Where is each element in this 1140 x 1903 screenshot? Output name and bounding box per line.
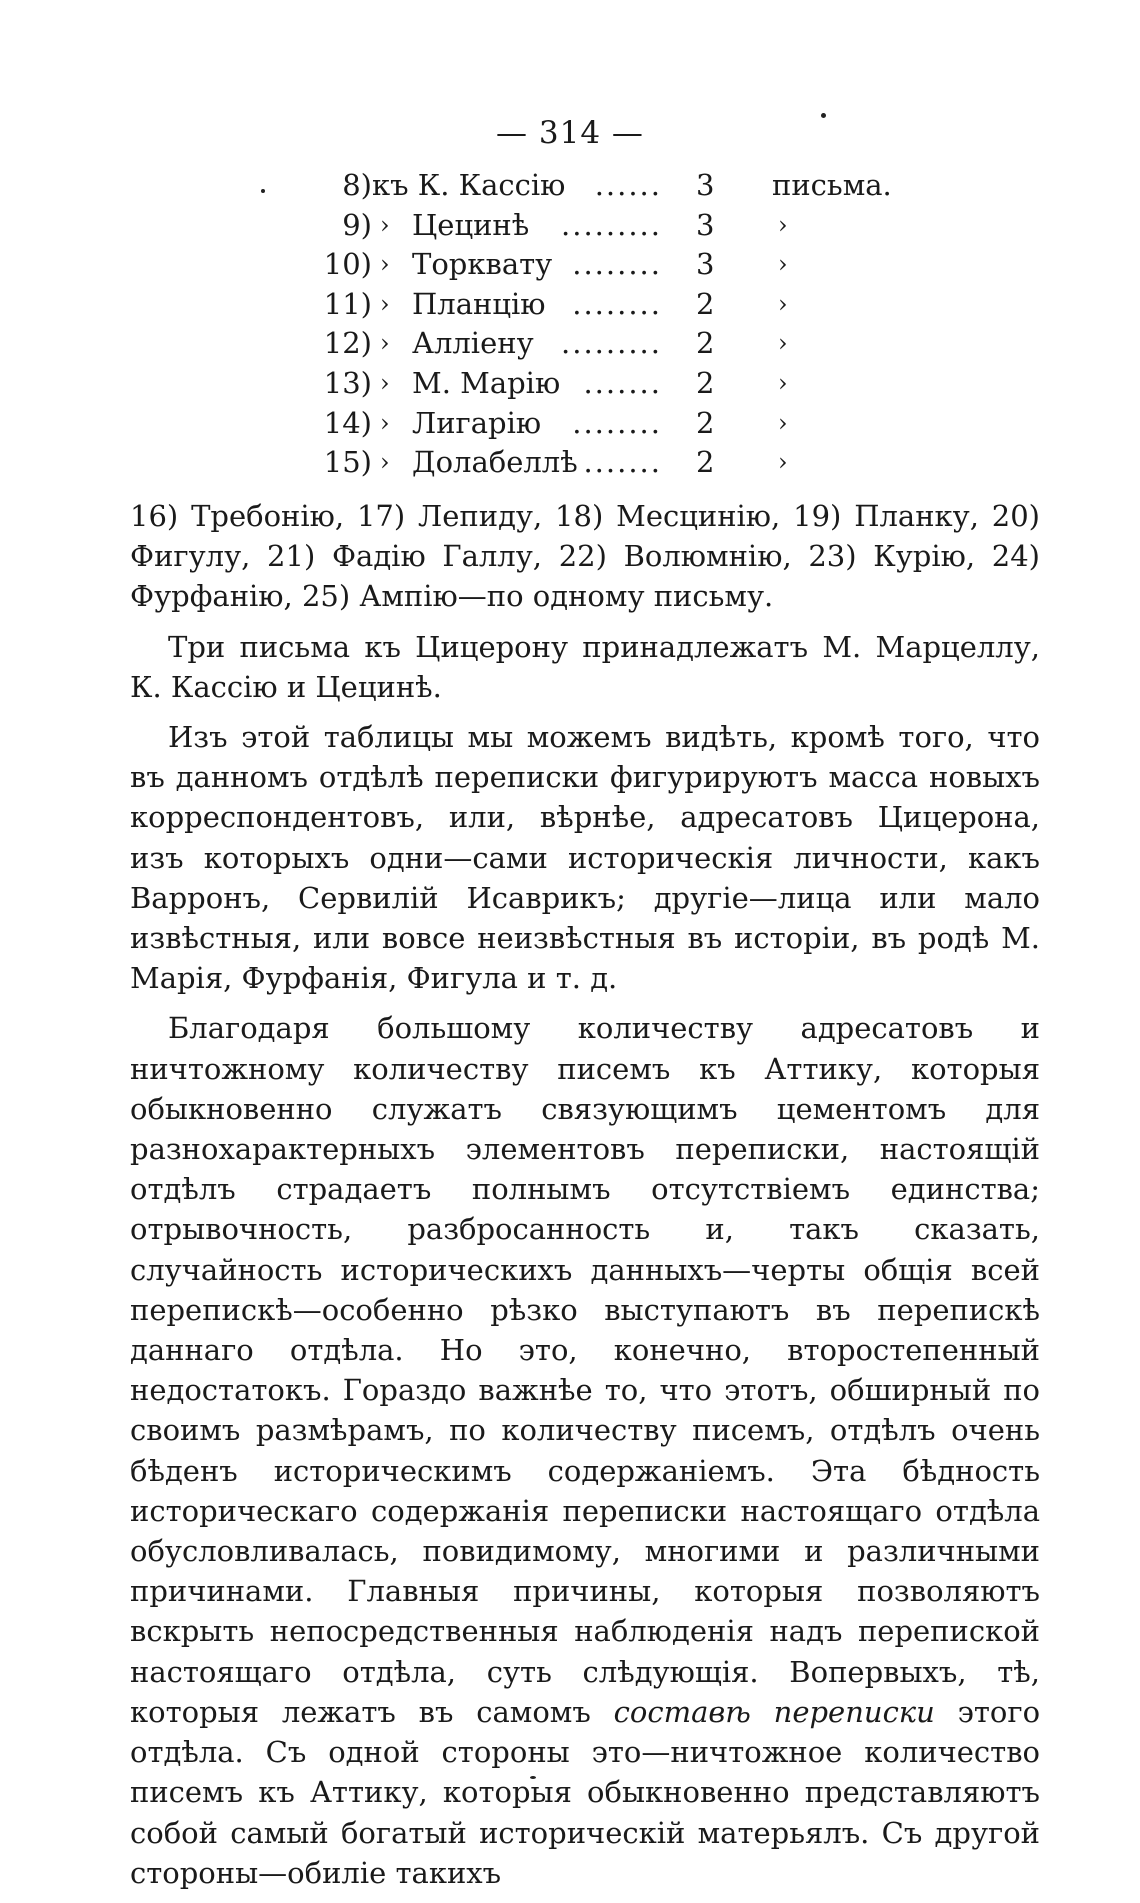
ditto-mark: › [778,448,788,477]
dot-leader: ........ [572,405,662,440]
recipient-name: Долабеллѣ [412,445,578,480]
ditto-mark: › [380,210,390,239]
dot-leader: ....... [583,445,662,480]
list-row [300,166,892,206]
print-speck [821,113,826,118]
letter-count: 3 [696,247,715,282]
letter-count: 2 [696,365,715,400]
list-row [300,206,860,246]
letter-count: 2 [696,286,715,321]
list-row [300,443,860,483]
row-number: 13) [323,365,372,400]
ditto-mark: › [778,329,788,358]
text-run: этого отдѣла. Съ одной стороны это—ничтожное количество писемъ къ Аттику, которыя обыкновенно представляютъ собой самый богатый историческій матерьялъ. Съ другой стороны—обиліе такихъ [130,1694,1041,1890]
row-number: 14) [323,405,372,440]
row-number: 11) [323,286,372,321]
paragraph: 16) Требонію, 17) Лепиду, 18) Месцинію, 19) Планку, 20) Фигулу, 21) Фадію Галлу, 22) Волюмнію, 23) Курію, 24) Фурфанію, 25) Ампію—по одному письму. [130,499,1040,614]
page-number: — 314 — [496,115,644,151]
list-row [300,364,860,404]
ditto-mark: › [380,368,390,397]
list-row [300,285,860,325]
letter-count: 3 [696,168,715,202]
ditto-mark: › [380,250,390,279]
correspondent-list [300,166,892,483]
dot-leader: ....... [583,365,662,400]
row-number: 10) [323,247,372,282]
dot-leader: ......... [561,207,662,242]
ditto-mark: › [380,289,390,318]
recipient-name: Алліену [412,326,534,361]
italic-phrase: составѣ переписки [613,1694,935,1729]
letter-count: 2 [696,405,715,440]
recipient-name: Лигарію [412,405,542,440]
letter-unit: письма. [772,168,892,202]
list-row [300,324,860,364]
text-run: Благодаря большому количеству адресатовъ и ничтожному количеству писемъ къ Аттику, которыя обыкновенно служатъ связующимъ цементомъ для разнохарактерныхъ элементовъ переписки, настоящій отдѣлъ страдаетъ полнымъ отсутствіемъ единства; отрывочность, разбросанность и, такъ сказать, случайность историческихъ данныхъ—черты общія всей перепискѣ—особенно рѣзко выступаютъ въ перепискѣ даннаго отдѣла. Но это, конечно, второстепенный недостатокъ. Гораздо важнѣе то, что этотъ, обширный по своимъ размѣрамъ, по количеству писемъ, отдѣлъ очень бѣденъ историческимъ содержаніемъ. Эта бѣдность историческаго содержанія переписки настоящаго отдѣла обусловливалась, повидимому, многими и различными причинами. Главныя причины, которыя позволяютъ вскрыть непосредственныя наблюденія надъ перепиской настоящаго отдѣла, суть слѣдующія. Вопервыхъ, тѣ, которыя лежатъ въ самомъ [130,1011,1040,1729]
paragraph: Изъ этой таблицы мы можемъ видѣть, кромѣ того, что въ данномъ отдѣлѣ переписки фигурируютъ масса новыхъ корреспондентовъ, или, вѣрнѣе, адресатовъ Цицерона, изъ которыхъ одни—сами историческія личности, какъ Варронъ, Сервилій Исаврикъ; другіе—лица или мало извѣстныя, или вовсе неизвѣстныя въ исторіи, въ родѣ М. Марія, Фурфанія, Фигула и т. д. [130,720,1040,996]
dot-leader: ........ [572,247,662,282]
recipient-name: Цецинѣ [412,207,530,242]
ditto-mark: › [778,250,788,279]
row-number: 15) [323,445,372,480]
list-row [300,404,860,444]
row-number: 8) [342,168,372,202]
row-number: 12) [323,326,372,361]
ditto-mark: › [778,210,788,239]
dot-leader: ......... [561,326,662,361]
letter-count: 3 [696,207,715,242]
dot-leader: ........ [572,286,662,321]
letter-count: 2 [696,326,715,361]
list-row [300,245,860,285]
paragraph [130,1008,1040,1892]
row-number: 9) [342,207,372,242]
recipient-name: Планцію [412,286,546,321]
ditto-mark: › [778,408,788,437]
recipient-name: къ К. Кассію [372,168,566,202]
print-speck [261,189,265,193]
letter-count: 2 [696,445,715,480]
ditto-mark: › [778,289,788,318]
recipient-name: Торквату [412,247,553,282]
recipient-name: М. Марію [412,365,561,400]
ditto-mark: › [380,408,390,437]
ditto-mark: › [380,329,390,358]
body-text [130,496,1040,1903]
ditto-mark: › [380,448,390,477]
ditto-mark: › [778,368,788,397]
paragraph: Три письма къ Цицерону принадлежатъ М. Марцеллу, К. Кассію и Цецинѣ. [130,629,1040,704]
dot-leader: ...... [594,168,662,202]
